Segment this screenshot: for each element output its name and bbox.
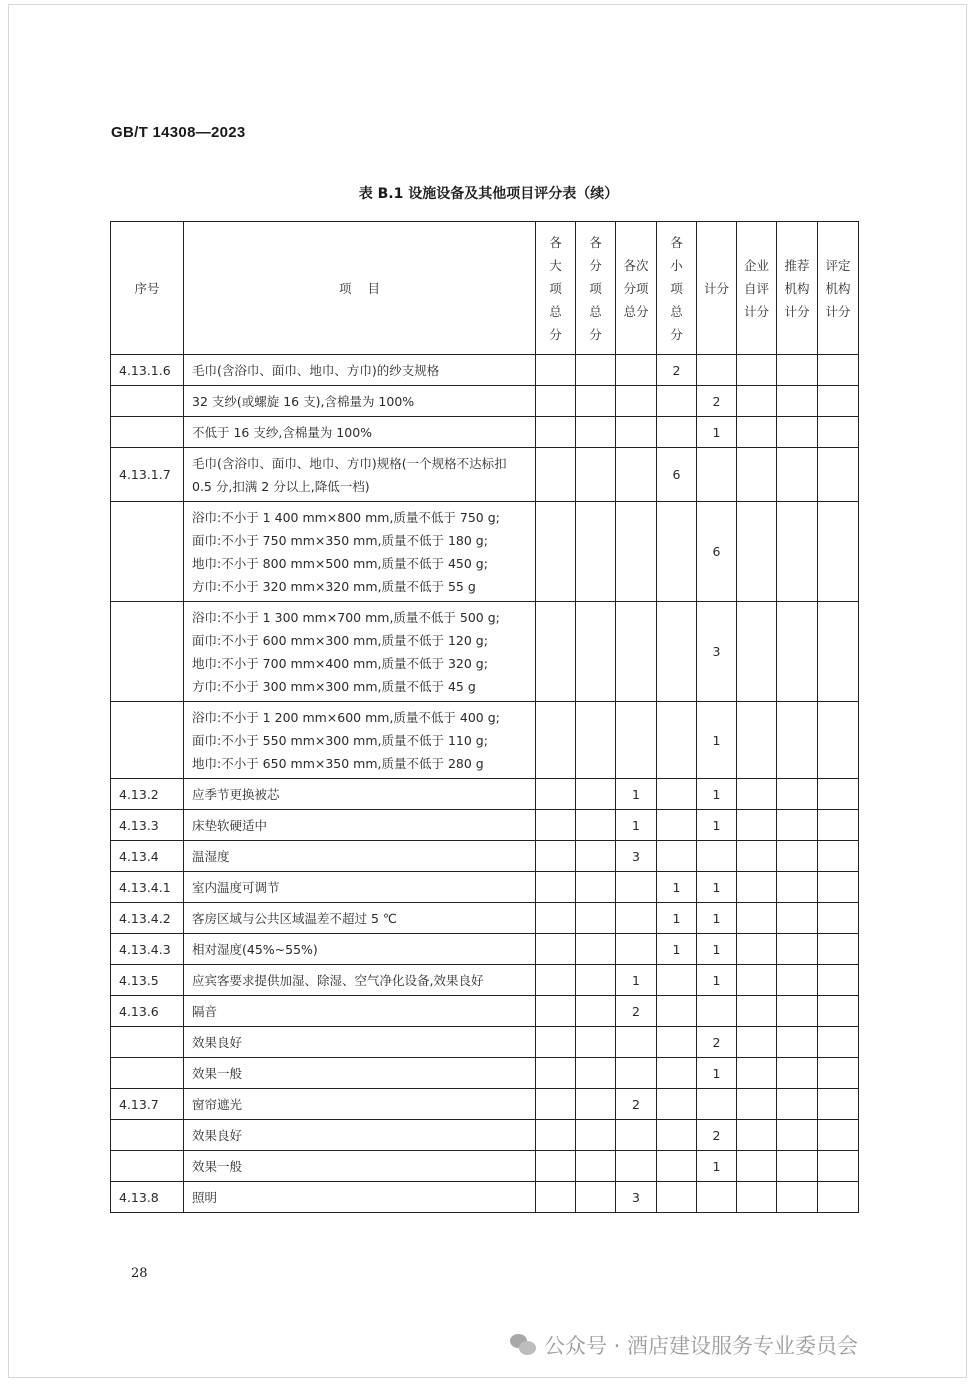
row-major-total [536,386,576,417]
row-item: 浴巾:不小于 1 400 mm×800 mm,质量不低于 750 g; 面巾:不小于 750 mm×350 mm,质量不低于 180 g; 地巾:不小于 800 mm×500 mm,质量不低于 450 g; 方巾:不小于 320 mm×320 mm,质量不低于 55 g [184,502,536,602]
row-minor-total [657,602,697,702]
row-seq: 4.13.1.6 [111,355,184,386]
row-item: 客房区域与公共区域温差不超过 5 ℃ [184,903,536,934]
wechat-icon [510,1334,536,1356]
row-major-total [536,1182,576,1213]
row-assess [818,448,859,502]
row-item: 照明 [184,1182,536,1213]
row-score [697,841,737,872]
row-minor-total: 2 [657,355,697,386]
row-minor-total [657,1182,697,1213]
row-secondary-total [616,702,657,779]
row-score: 1 [697,1151,737,1182]
row-seq: 4.13.8 [111,1182,184,1213]
row-seq: 4.13.6 [111,996,184,1027]
row-score: 1 [697,903,737,934]
row-recommend [777,903,818,934]
table-row [111,386,859,417]
row-sub-total [576,386,616,417]
row-self-eval [737,903,777,934]
row-item: 室内温度可调节 [184,872,536,903]
row-major-total [536,996,576,1027]
row-minor-total: 1 [657,872,697,903]
table-row [111,1120,859,1151]
row-assess [818,417,859,448]
row-minor-total [657,779,697,810]
row-major-total [536,448,576,502]
row-self-eval [737,965,777,996]
row-item: 应季节更换被芯 [184,779,536,810]
row-sub-total [576,810,616,841]
page-number: 28 [131,1266,148,1281]
row-self-eval [737,934,777,965]
col-secondary-total: 各次 分项 总分 [616,222,657,355]
row-minor-total [657,1027,697,1058]
row-major-total [536,1151,576,1182]
watermark [510,1330,858,1360]
table-row [111,1182,859,1213]
row-sub-total [576,841,616,872]
table-row [111,355,859,386]
row-self-eval [737,502,777,602]
row-self-eval [737,448,777,502]
row-sub-total [576,1120,616,1151]
row-minor-total [657,386,697,417]
row-self-eval [737,1089,777,1120]
row-seq: 4.13.4 [111,841,184,872]
row-minor-total [657,841,697,872]
row-recommend [777,934,818,965]
row-self-eval [737,810,777,841]
row-minor-total [657,417,697,448]
table-row [111,502,859,602]
table-row [111,1058,859,1089]
row-recommend [777,1182,818,1213]
row-self-eval [737,841,777,872]
row-seq [111,602,184,702]
row-assess [818,779,859,810]
row-assess [818,386,859,417]
row-major-total [536,1120,576,1151]
row-score: 2 [697,386,737,417]
row-seq: 4.13.1.7 [111,448,184,502]
row-recommend [777,502,818,602]
row-major-total [536,934,576,965]
row-sub-total [576,1027,616,1058]
row-score: 2 [697,1120,737,1151]
row-self-eval [737,1120,777,1151]
row-sub-total [576,1182,616,1213]
row-seq: 4.13.7 [111,1089,184,1120]
row-assess [818,1089,859,1120]
row-secondary-total: 2 [616,1089,657,1120]
row-score: 1 [697,779,737,810]
row-minor-total: 1 [657,934,697,965]
row-secondary-total: 1 [616,965,657,996]
row-secondary-total: 1 [616,810,657,841]
row-item: 效果良好 [184,1027,536,1058]
row-recommend [777,417,818,448]
row-score: 1 [697,702,737,779]
table-row [111,965,859,996]
row-item: 隔音 [184,996,536,1027]
row-self-eval [737,355,777,386]
row-secondary-total [616,1027,657,1058]
row-sub-total [576,1058,616,1089]
row-recommend [777,1058,818,1089]
row-recommend [777,448,818,502]
row-sub-total [576,355,616,386]
row-major-total [536,602,576,702]
row-major-total [536,872,576,903]
table-row [111,1027,859,1058]
row-sub-total [576,965,616,996]
row-major-total [536,1089,576,1120]
row-sub-total [576,448,616,502]
row-secondary-total [616,1151,657,1182]
row-major-total [536,810,576,841]
row-item: 效果一般 [184,1058,536,1089]
row-sub-total [576,934,616,965]
row-score: 1 [697,934,737,965]
row-major-total [536,417,576,448]
row-score: 2 [697,1027,737,1058]
row-major-total [536,1058,576,1089]
row-minor-total [657,1151,697,1182]
row-assess [818,903,859,934]
row-sub-total [576,602,616,702]
row-item: 效果良好 [184,1120,536,1151]
row-assess [818,502,859,602]
row-secondary-total [616,903,657,934]
row-minor-total [657,1058,697,1089]
row-score: 1 [697,810,737,841]
row-recommend [777,702,818,779]
row-seq [111,1120,184,1151]
row-assess [818,1151,859,1182]
row-self-eval [737,996,777,1027]
row-score [697,448,737,502]
row-score: 1 [697,872,737,903]
table-row [111,1089,859,1120]
row-seq: 4.13.4.2 [111,903,184,934]
row-score: 1 [697,417,737,448]
col-sub-total: 各 分 项 总 分 [576,222,616,355]
row-self-eval [737,702,777,779]
row-secondary-total [616,417,657,448]
row-seq: 4.13.4.1 [111,872,184,903]
row-secondary-total [616,872,657,903]
row-recommend [777,1027,818,1058]
row-major-total [536,702,576,779]
row-item: 相对湿度(45%~55%) [184,934,536,965]
row-assess [818,1058,859,1089]
row-minor-total [657,702,697,779]
row-item: 床垫软硬适中 [184,810,536,841]
row-self-eval [737,1058,777,1089]
row-sub-total [576,996,616,1027]
table-row [111,841,859,872]
row-minor-total [657,502,697,602]
table-title: 表 B.1 设施设备及其他项目评分表（续） [358,186,619,202]
row-secondary-total [616,602,657,702]
standard-code: GB/T 14308—2023 [111,124,246,141]
table-row [111,872,859,903]
row-self-eval [737,779,777,810]
row-self-eval [737,386,777,417]
row-minor-total [657,1089,697,1120]
header-row [111,222,859,355]
row-score: 1 [697,965,737,996]
row-assess [818,1120,859,1151]
col-recommend: 推荐 机构 计分 [777,222,818,355]
table-row [111,417,859,448]
row-assess [818,934,859,965]
row-assess [818,872,859,903]
row-self-eval [737,1182,777,1213]
row-assess [818,702,859,779]
row-item: 效果一般 [184,1151,536,1182]
row-assess [818,841,859,872]
row-recommend [777,779,818,810]
row-recommend [777,355,818,386]
row-assess [818,996,859,1027]
row-assess [818,1027,859,1058]
row-self-eval [737,602,777,702]
row-sub-total [576,417,616,448]
row-secondary-total [616,502,657,602]
table-row [111,448,859,502]
row-sub-total [576,779,616,810]
row-item: 毛巾(含浴巾、面巾、地巾、方巾)的纱支规格 [184,355,536,386]
row-recommend [777,810,818,841]
row-recommend [777,841,818,872]
row-seq: 4.13.2 [111,779,184,810]
row-secondary-total: 3 [616,841,657,872]
row-secondary-total: 1 [616,779,657,810]
table-row [111,996,859,1027]
row-recommend [777,1151,818,1182]
table-row [111,602,859,702]
row-score [697,1182,737,1213]
row-secondary-total: 3 [616,1182,657,1213]
row-seq: 4.13.3 [111,810,184,841]
row-major-total [536,903,576,934]
row-sub-total [576,903,616,934]
row-minor-total [657,996,697,1027]
row-item: 温湿度 [184,841,536,872]
col-major-total: 各 大 项 总 分 [536,222,576,355]
row-self-eval [737,1151,777,1182]
row-seq: 4.13.5 [111,965,184,996]
row-self-eval [737,417,777,448]
row-score [697,355,737,386]
col-seq: 序号 [111,222,184,355]
row-score: 6 [697,502,737,602]
row-secondary-total [616,386,657,417]
row-major-total [536,965,576,996]
row-recommend [777,872,818,903]
row-seq [111,386,184,417]
table-row [111,702,859,779]
row-assess [818,810,859,841]
row-major-total [536,1027,576,1058]
row-secondary-total [616,1058,657,1089]
row-item: 窗帘遮光 [184,1089,536,1120]
row-seq [111,702,184,779]
row-assess [818,965,859,996]
row-assess [818,602,859,702]
row-item: 32 支纱(或螺旋 16 支),含棉量为 100% [184,386,536,417]
row-minor-total [657,965,697,996]
row-item: 浴巾:不小于 1 200 mm×600 mm,质量不低于 400 g; 面巾:不小于 550 mm×300 mm,质量不低于 110 g; 地巾:不小于 650 mm×350 mm,质量不低于 280 g [184,702,536,779]
col-item: 项 目 [184,222,536,355]
col-assess: 评定 机构 计分 [818,222,859,355]
row-recommend [777,1120,818,1151]
row-seq [111,417,184,448]
row-major-total [536,355,576,386]
row-minor-total: 1 [657,903,697,934]
row-recommend [777,386,818,417]
row-seq [111,502,184,602]
row-major-total [536,502,576,602]
row-self-eval [737,1027,777,1058]
row-sub-total [576,502,616,602]
row-score: 3 [697,602,737,702]
row-recommend [777,965,818,996]
row-minor-total: 6 [657,448,697,502]
row-score [697,996,737,1027]
row-minor-total [657,810,697,841]
row-self-eval [737,872,777,903]
row-item: 浴巾:不小于 1 300 mm×700 mm,质量不低于 500 g; 面巾:不小于 600 mm×300 mm,质量不低于 120 g; 地巾:不小于 700 mm×400 mm,质量不低于 320 g; 方巾:不小于 300 mm×300 mm,质量不低于 45 g [184,602,536,702]
row-sub-total [576,872,616,903]
row-secondary-total [616,448,657,502]
row-sub-total [576,702,616,779]
row-sub-total [576,1089,616,1120]
row-sub-total [576,1151,616,1182]
row-score [697,1089,737,1120]
table-row [111,1151,859,1182]
table-row [111,934,859,965]
table-row [111,810,859,841]
col-score: 计分 [697,222,737,355]
row-assess [818,1182,859,1213]
row-item: 毛巾(含浴巾、面巾、地巾、方巾)规格(一个规格不达标扣 0.5 分,扣满 2 分以上,降低一档) [184,448,536,502]
table-row [111,779,859,810]
row-score: 1 [697,1058,737,1089]
row-seq [111,1151,184,1182]
table-row [111,903,859,934]
row-assess [818,355,859,386]
scoring-table [110,221,859,1213]
row-recommend [777,1089,818,1120]
row-secondary-total: 2 [616,996,657,1027]
row-item: 应宾客要求提供加湿、除湿、空气净化设备,效果良好 [184,965,536,996]
row-secondary-total [616,1120,657,1151]
row-recommend [777,602,818,702]
row-seq [111,1058,184,1089]
row-major-total [536,841,576,872]
row-recommend [777,996,818,1027]
row-secondary-total [616,355,657,386]
row-item: 不低于 16 支纱,含棉量为 100% [184,417,536,448]
row-secondary-total [616,934,657,965]
col-minor-total: 各 小 项 总 分 [657,222,697,355]
col-self-eval: 企业 自评 计分 [737,222,777,355]
row-seq [111,1027,184,1058]
row-major-total [536,779,576,810]
row-minor-total [657,1120,697,1151]
row-seq: 4.13.4.3 [111,934,184,965]
watermark-text: 公众号 · 酒店建设服务专业委员会 [544,1334,859,1358]
